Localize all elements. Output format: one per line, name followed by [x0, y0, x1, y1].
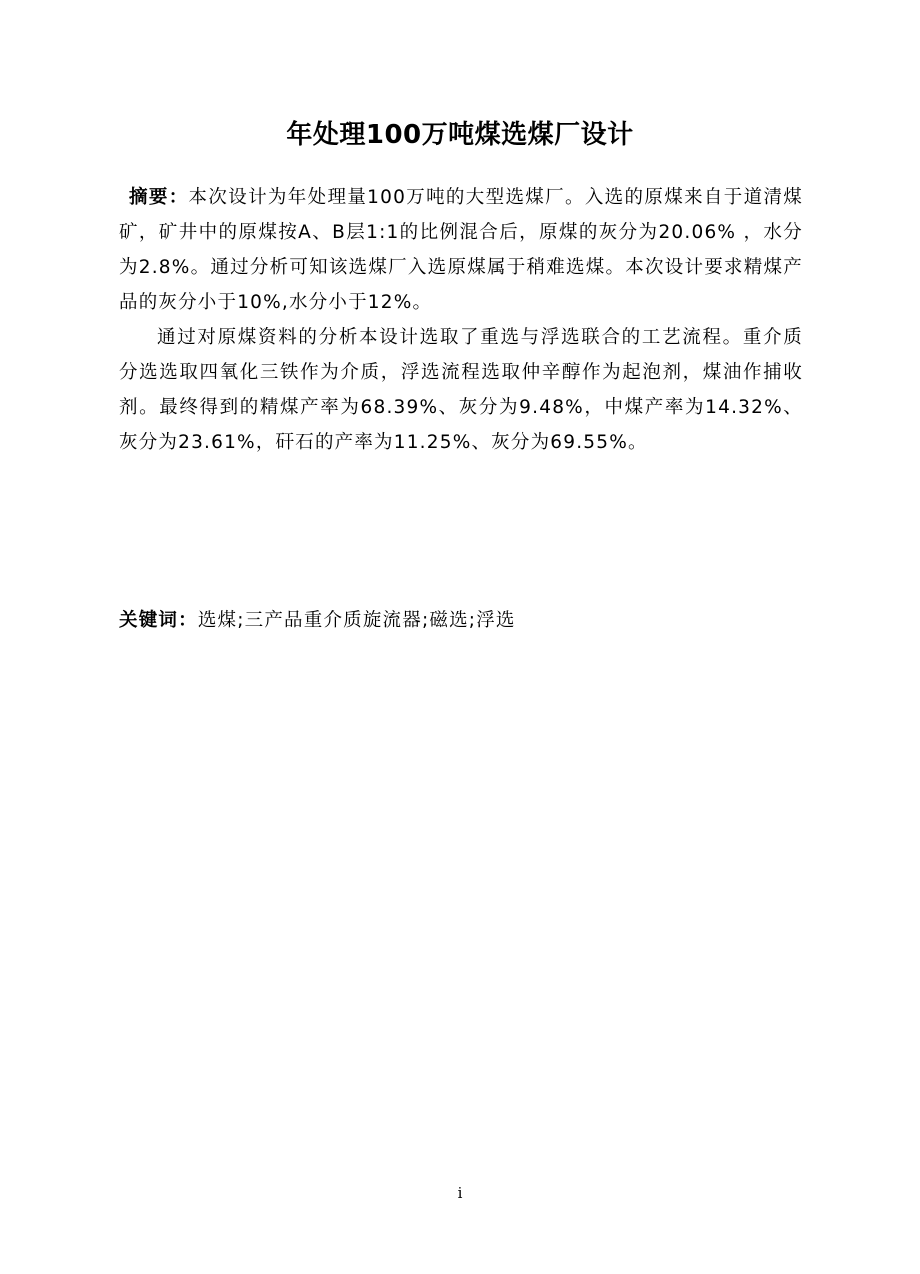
abstract-paragraph-2: 通过对原煤资料的分析本设计选取了重选与浮选联合的工艺流程。重介质分选选取四氧化三铁作为介质，浮选流程选取仲辛醇作为起泡剂，煤油作捕收剂。最终得到的精煤产率为68.39%、灰分为9.48%，中煤产率为14.32%、灰分为23.61%，矸石的产率为11.25%、灰分为69.55%。 [119, 327, 803, 453]
abstract-section [119, 180, 803, 460]
page-number: i [457, 1184, 463, 1202]
abstract-label: 摘要： [129, 187, 189, 208]
document-title: 年处理100万吨煤选煤厂设计 [286, 120, 634, 150]
keywords-text: 选煤;三产品重介质旋流器;磁选;浮选 [197, 610, 516, 631]
abstract-paragraph-1 [119, 180, 803, 320]
keywords-line [119, 603, 803, 638]
keywords-label: 关键词： [119, 610, 198, 631]
abstract-text-1: 本次设计为年处理量100万吨的大型选煤厂。入选的原煤来自于道清煤矿，矿井中的原煤按A、B层1:1的比例混合后，原煤的灰分为20.06% ，水分为2.8%。通过分析可知该选煤厂入选原煤属于稍难选煤。本次设计要求精煤产品的灰分小于10%,水分小于12%。 [119, 187, 803, 313]
